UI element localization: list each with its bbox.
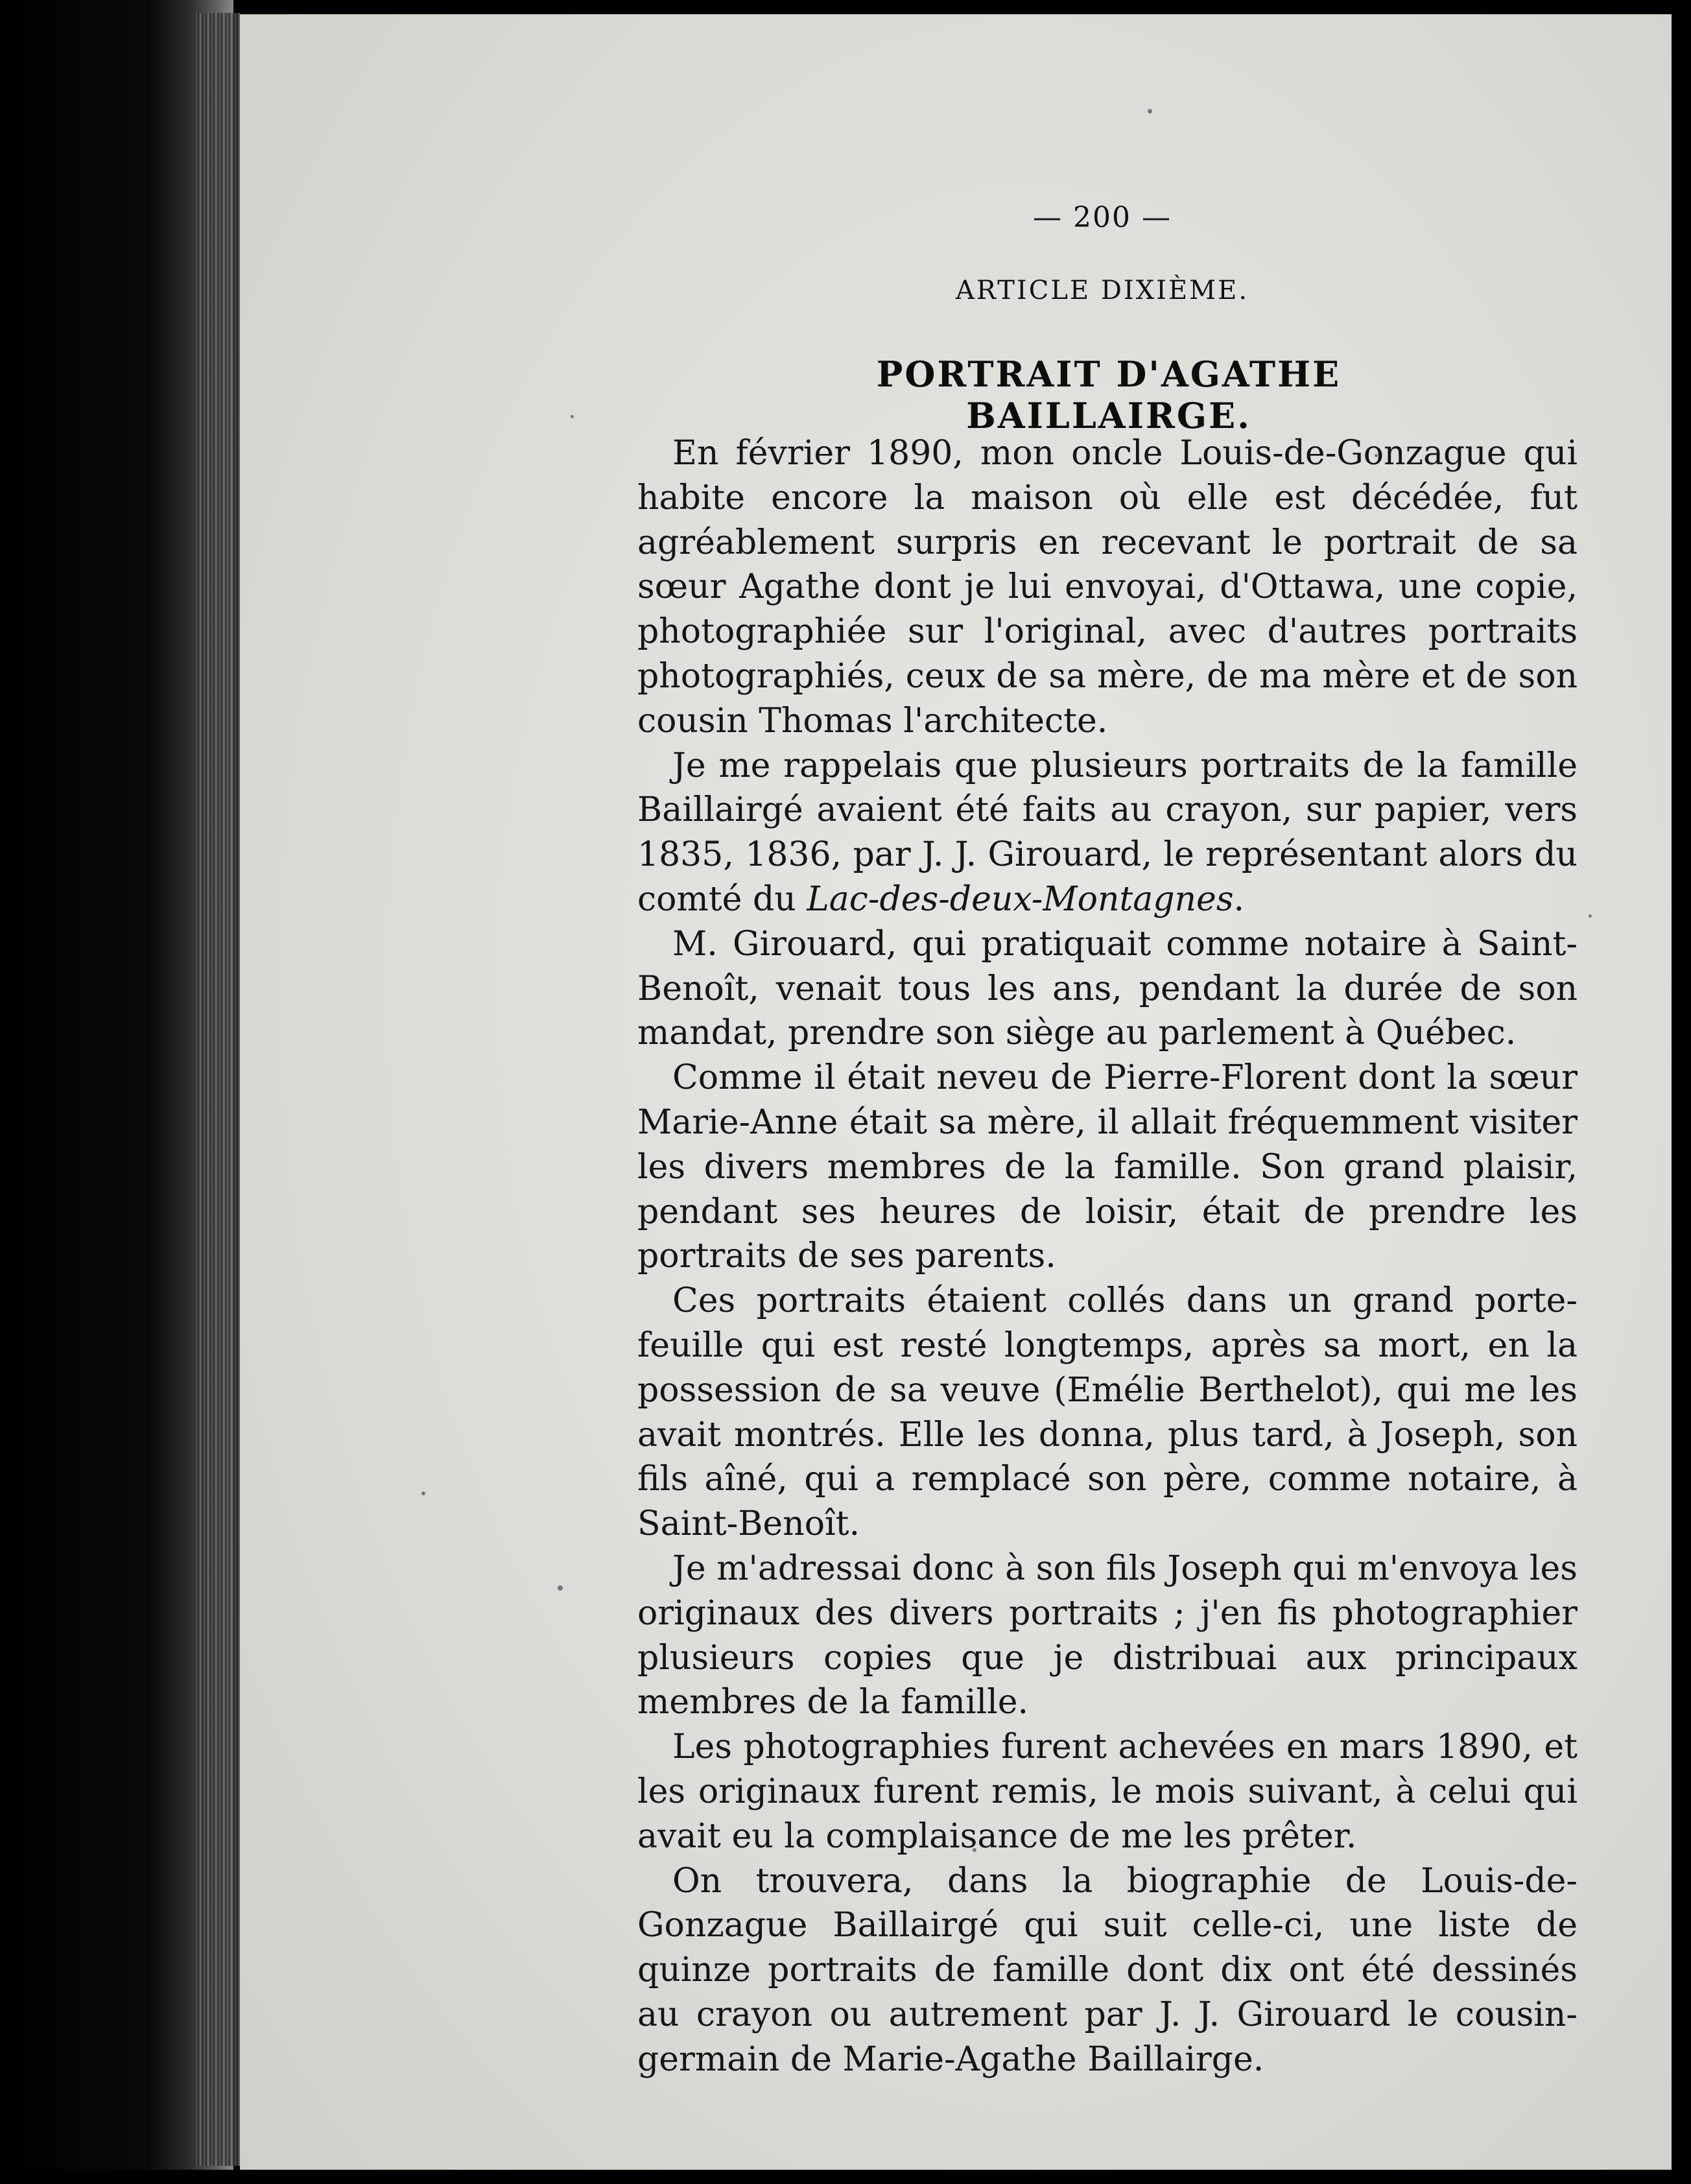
paragraph bbox=[637, 431, 1578, 744]
italic-text: Lac-des-deux-Montagnes bbox=[807, 879, 1234, 919]
paragraph-text: Comme il était neveu de Pierre-Florent dont la sœur Marie-Anne était sa mère, il allait fréquemment visiter les divers membres de la famille. Son grand plaisir, pendant ses heures de loisir, était de prendre les portraits de ses parents. bbox=[637, 1058, 1578, 1276]
body-text bbox=[637, 431, 1578, 2082]
article-heading: ARTICLE DIXIÈME. bbox=[955, 276, 1249, 305]
paragraph bbox=[637, 1547, 1578, 1725]
paragraph bbox=[637, 1056, 1578, 1279]
paragraph-text: En février 1890, mon oncle Louis-de-Gonzague qui habite encore la maison où elle est décédée, fut agréablement surpris en recevant le portrait de sa sœur Agathe dont je lui envoyai, d'Ottawa, une copie, photographiée sur l'original, avec d'autres portraits photographiés, ceux de sa mère, de ma mère et de son cousin Thomas l'architecte. bbox=[637, 434, 1578, 741]
page-number: — 200 — bbox=[1033, 201, 1172, 234]
paragraph-text: Je me rappelais que plusieurs portraits de la famille Baillairgé avaient été faits au crayon, sur papier, vers 1835, 1836, par J. J. Girouard, le représentant alors du comté du bbox=[637, 746, 1578, 919]
scan-border-bottom bbox=[0, 2170, 1691, 2184]
paragraph bbox=[637, 744, 1578, 922]
page-title: PORTRAIT D'AGATHE BAILLAIRGE. bbox=[876, 353, 1342, 436]
paragraph bbox=[637, 1725, 1578, 1858]
scan-border-top bbox=[0, 0, 1691, 16]
paragraph-text: On trouvera, dans la biographie de Louis-de-Gonzague Baillairgé qui suit celle-ci, une liste de quinze portraits de famille dont dix ont été dessinés au crayon ou autrement par J. J. Girouard le cousin-germain de Marie-Agathe Baillairge. bbox=[637, 1861, 1578, 2079]
paragraph-text: Je m'adressai donc à son fils Joseph qui m'envoya les originaux des divers portraits ; j'en fis photographier plusieurs copies que je distribuai aux principaux membres de la famille. bbox=[637, 1549, 1578, 1722]
paragraph-text: . bbox=[1233, 879, 1245, 919]
paragraph-text: Ces portraits étaient collés dans un grand porte-feuille qui est resté longtemps, après sa mort, en la possession de sa veuve (Emélie Berthelot), qui me les avait montrés. Elle les donna, plus tard, à Joseph, son fils aîné, qui a remplacé son père, comme notaire, à Saint-Benoît. bbox=[637, 1281, 1578, 1544]
paragraph bbox=[637, 1279, 1578, 1547]
paragraph-text: Les photographies furent achevées en mars 1890, et les originaux furent remis, le mois suivant, à celui qui avait eu la complaisance de me les prêter. bbox=[637, 1727, 1578, 1856]
book-page-edges bbox=[195, 13, 240, 2166]
scan-border-right bbox=[1672, 0, 1691, 2184]
paragraph bbox=[637, 1859, 1578, 2082]
paragraph-text: M. Girouard, qui pratiquait comme notaire à Saint-Benoît, venait tous les ans, pendant la durée de son mandat, prendre son siège au parlement à Québec. bbox=[637, 924, 1578, 1053]
paragraph bbox=[637, 922, 1578, 1056]
